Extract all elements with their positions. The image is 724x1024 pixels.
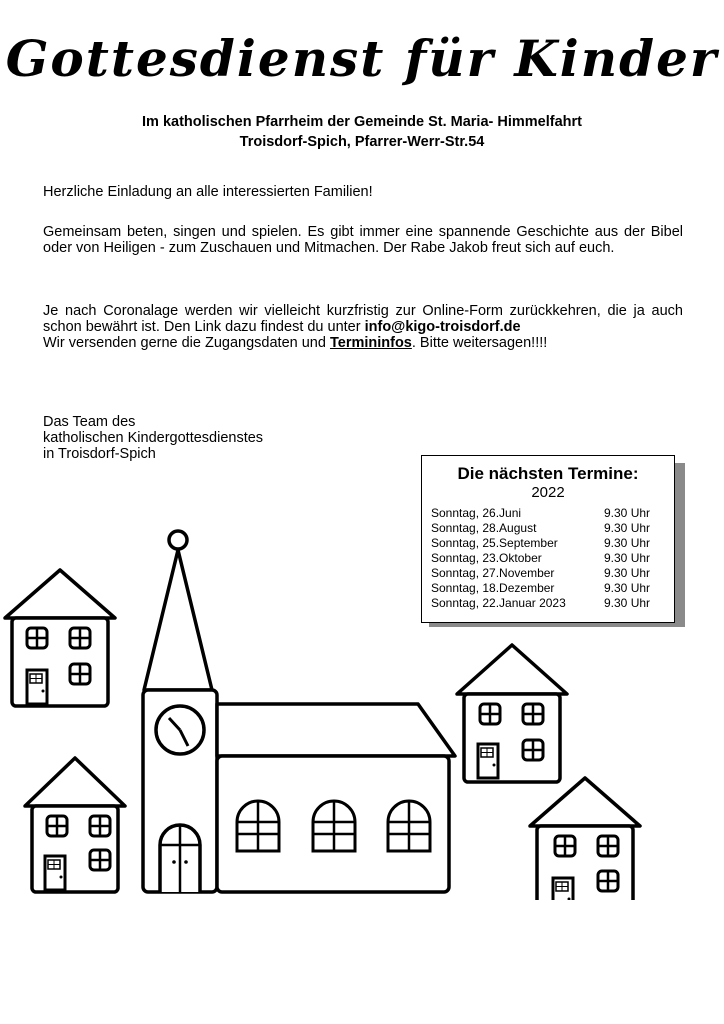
house-icon [25, 758, 125, 892]
schedule-title: Die nächsten Termine: [457, 464, 639, 483]
page-title: Gottesdienst für Kinder [5, 29, 719, 88]
schedule-row [431, 506, 674, 521]
team-line-3: in Troisdorf-Spich [43, 446, 156, 462]
team-line-2: katholischen Kindergottesdienstes [43, 430, 264, 446]
house-icon [5, 570, 115, 706]
schedule-date: Sonntag, 28.August [431, 521, 537, 535]
email-link[interactable]: info@kigo-troisdorf.de [364, 319, 521, 335]
schedule-date: Sonntag, 26.Juni [431, 506, 522, 520]
termininfos-link[interactable]: Termininfos [329, 335, 412, 351]
location-line-2: Troisdorf-Spich, Pfarrer-Werr-Str.54 [239, 134, 485, 150]
online-text: Je nach Coronalage werden wir vielleicht kurzfristig zur Online-Form zurückkehren, die ja auch schon bewährt ist. Den Link dazu findest du unter [43, 303, 683, 335]
online-text-end: . Bitte weitersagen!!!! [411, 335, 548, 351]
schedule-date: Sonntag, 27.November [431, 566, 555, 580]
house-icon [530, 778, 640, 900]
location-line-1: Im katholischen Pfarrheim der Gemeinde St. Maria- Himmelfahrt [142, 114, 582, 130]
schedule-date: Sonntag, 22.Januar 2023 [431, 596, 566, 610]
team-line-1: Das Team des [43, 414, 136, 430]
schedule-time: 9.30 Uhr [604, 596, 651, 610]
schedule-date: Sonntag, 18.Dezember [431, 581, 555, 595]
location-subtitle [0, 112, 724, 152]
house-icon [457, 645, 567, 782]
schedule-date: Sonntag, 25.September [431, 536, 558, 550]
church-icon [143, 531, 455, 892]
schedule-time: 9.30 Uhr [604, 506, 651, 520]
online-text-2: Wir versenden gerne die Zugangsdaten und [43, 335, 330, 351]
team-signature [43, 414, 263, 462]
schedule-time: 9.30 Uhr [604, 581, 651, 595]
schedule-date: Sonntag, 23.Oktober [431, 551, 542, 565]
clock-icon [156, 706, 204, 754]
invitation-paragraph: Herzliche Einladung an alle interessierten Familien! [43, 184, 373, 200]
schedule-time: 9.30 Uhr [604, 551, 651, 565]
description-paragraph: Gemeinsam beten, singen und spielen. Es gibt immer eine spannende Geschichte aus der Bibel oder von Heiligen - zum Zuschauen und Mitmachen. Der Rabe Jakob freut sich auf euch. [43, 224, 683, 256]
online-paragraph [43, 303, 683, 351]
schedule-time: 9.30 Uhr [604, 521, 651, 535]
schedule-time: 9.30 Uhr [604, 536, 651, 550]
schedule-year: 2022 [531, 484, 565, 501]
schedule-time: 9.30 Uhr [604, 566, 651, 580]
village-illustration [0, 520, 724, 900]
